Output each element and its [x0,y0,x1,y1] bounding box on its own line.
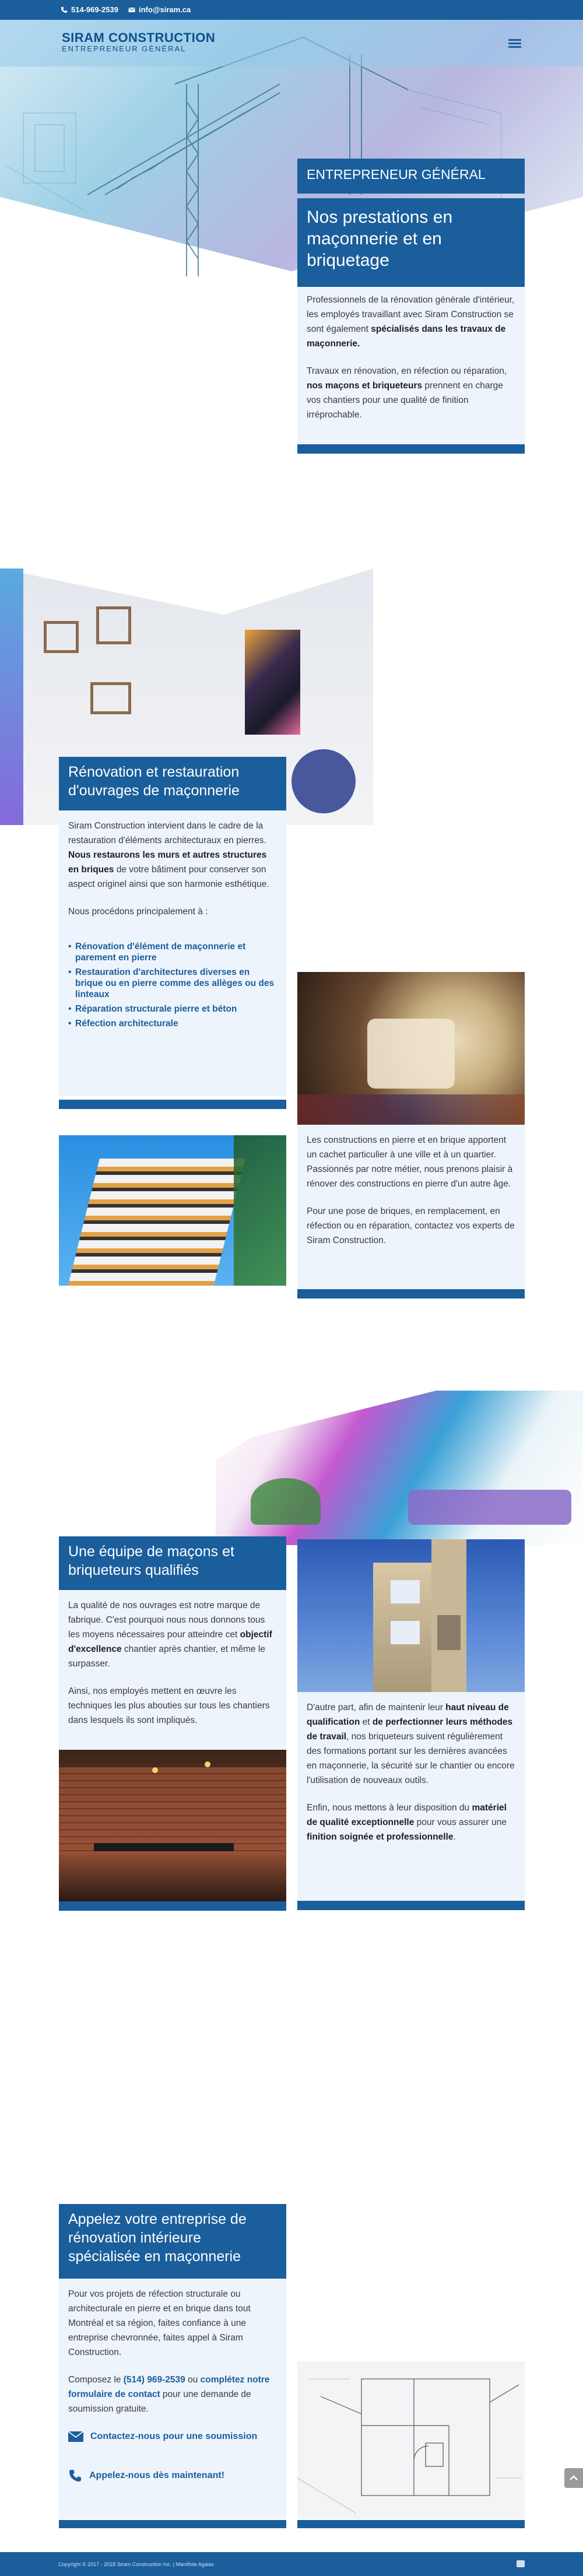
floor-plan-drawing [297,2361,525,2519]
hero-paragraph-2: Travaux en rénovation, en réfection ou réparation, nos maçons et briqueteurs prennent en charge vos chantiers pour une qualité de finition irréprochable. [307,366,507,420]
team-right-panel [297,1692,525,1901]
team-text-panel [59,1590,286,1750]
contact-paragraph-2: Composez le (514) 969-2539 ou complétez notre formulaire de contact pour une demande de soumission gratuite. [68,2375,270,2414]
renovation-title: Rénovation et restauration d'ouvrages de maçonnerie [59,757,286,810]
renovation-right-paragraph-2: Pour une pose de briques, en remplacement, en réfection ou en réparation, contactez vos experts de Siram Construction. [307,1206,515,1245]
contact-form-link[interactable]: complétez notre formulaire de contact [68,2375,270,2399]
contact-text-panel [59,2279,286,2519]
brick-wall-restaurant-image [59,1750,286,1901]
team-right-bar [297,1901,525,1910]
logo-title[interactable]: SIRAM CONSTRUCTION [62,30,216,45]
renovation-paragraph-1: Siram Construction intervient dans le cadre de la restauration d'éléments architecturaux en pierres. Nous restaurons les murs et autres structures en briques de votre bâtiment pour conserver son aspect originel ainsi que son harmonie esthétique. [68,821,269,889]
list-item: • Restauration d'architectures diverses en brique ou en pierre comme des allèges ou des linteaux [68,967,277,1000]
team-right-paragraph-1: D'autre part, afin de maintenir leur haut niveau de qualification et de perfectionner leurs méthodes de travail, nos briqueteurs suivent régulièrement des formations portant sur les dernières avancées en maçonnerie, la sécurité sur le chantier ou encore l'utilisation de nouveaux outils. [307,1703,515,1785]
team-title: Une équipe de maçons et briqueteurs qualifiés [59,1536,286,1590]
stone-building-image [297,1539,525,1692]
living-room-image [216,1391,583,1545]
chevron-up-icon [564,2468,583,2488]
phone-cta-label: Appelez-nous dès maintenant! [89,2470,225,2480]
blueprint-bar [297,2520,525,2528]
list-item: • Rénovation d'élément de maçonnerie et parement en pierre [68,941,277,963]
renovation-right-panel [297,1125,525,1289]
list-item: • Réparation structurale pierre et béton [68,1003,277,1015]
phone-icon [61,6,68,13]
site-header [0,20,583,66]
topbar-phone-text: 514-969-2539 [71,5,118,14]
team-paragraph-1: La qualité de nos ouvrages est notre marque de fabrique. C'est pourquoi nous nous donnons tous les moyens nécessaires pour atteindre cet objectif d'excellence chantier après chantier, et même le surpasser. [68,1601,272,1669]
contact-paragraph-1: Pour vos projets de réfection structurale ou architecturale en pierre et en brique dans tout Montréal et sa région, faites confiance à une entreprise chevronnée, faites appel à Siram Construction. [68,2289,251,2357]
renovation-right-bar [297,1289,525,1298]
email-cta-button[interactable] [68,2429,277,2444]
phone-icon [68,2469,82,2483]
scroll-top-button[interactable] [564,2468,583,2488]
top-bar [0,0,583,20]
hero-title: Nos prestations en maçonnerie et en briquetage [297,198,525,287]
renovation-service-list [68,941,277,1029]
contact-phone-link[interactable]: (514) 969-2539 [123,2375,185,2385]
menu-icon[interactable] [508,39,521,48]
blueprint-image [297,2361,525,2519]
envelope-icon [128,6,135,13]
list-item: • Réfection architecturale [68,1018,277,1029]
team-paragraph-2: Ainsi, nos employés mettent en œuvre les techniques les plus abouties sur tous les chantiers dans lesquels ils sont impliqués. [68,1686,270,1725]
envelope-icon [68,2431,83,2442]
renovation-text-panel [59,810,286,1096]
contact-title: Appelez votre entreprise de rénovation intérieure spécialisée en maçonnerie [59,2204,286,2279]
hero-card-bar [297,444,525,454]
topbar-phone[interactable] [61,5,118,14]
email-cta-label: Contactez-nous pour une soumission [90,2431,258,2441]
footer-copyright: Copyright © 2017 - 2018 Siram Construction Inc. | Manifiste Agalax [58,2561,215,2567]
hero-paragraph-1: Professionnels de la rénovation générale d'intérieur, les employés travaillant avec Siram Construction se sont également spécialisés dans les travaux de maçonnerie. [307,295,515,349]
social-icon[interactable] [517,2560,525,2567]
renovation-right-paragraph-1: Les constructions en pierre et en brique apportent un cachet particulier à une ville et à un quartier. Passionnés par notre métier, nous prenons plaisir à rénover des constructions en pierre d'un autre âge. [307,1135,513,1189]
site-footer [0,2552,583,2576]
hero-label: ENTREPRENEUR GÉNÉRAL [297,159,525,194]
topbar-email-text: info@siram.ca [139,5,191,14]
team-card-bar [59,1901,286,1911]
armchair-image [297,972,525,1125]
logo-subtitle: ENTREPRENEUR GÉNÉRAL [62,44,187,53]
hero-text-panel [297,287,525,444]
balcony-building-image [59,1135,286,1286]
contact-card-bar [59,2520,286,2528]
topbar-email[interactable] [128,5,191,14]
phone-cta-button[interactable] [68,2468,277,2483]
renovation-paragraph-2: Nous procédons principalement à : [68,907,208,917]
team-right-paragraph-2: Enfin, nous mettons à leur disposition du matériel de qualité exceptionnelle pour vous assurer une finition soignée et professionnelle. [307,1803,507,1842]
renovation-card-bar [59,1100,286,1109]
